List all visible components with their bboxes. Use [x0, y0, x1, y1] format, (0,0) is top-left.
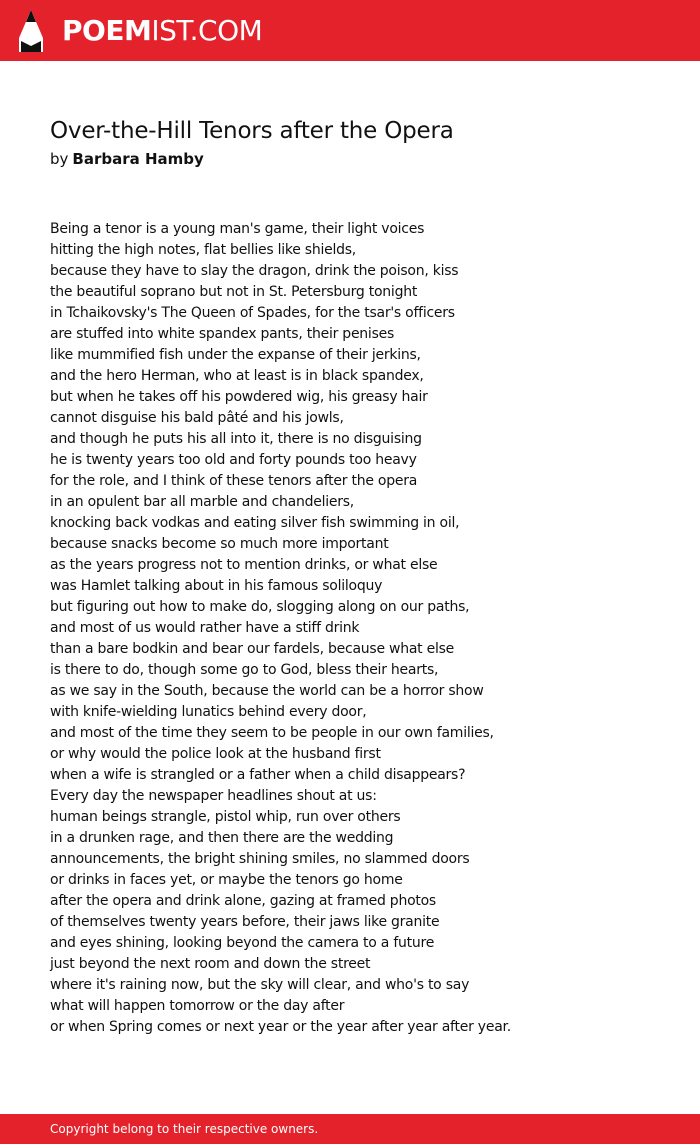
poem-line: of themselves twenty years before, their jaws like granite: [50, 914, 440, 930]
poem-line: in Tchaikovsky's The Queen of Spades, for the tsar's officers: [50, 305, 455, 321]
poem-author[interactable]: Barbara Hamby: [72, 150, 204, 168]
poem-line: as the years progress not to mention drinks, or what else: [50, 557, 438, 573]
poem-line: like mummified fish under the expanse of their jerkins,: [50, 347, 421, 363]
by-label: by: [50, 150, 69, 168]
site-footer: [0, 1114, 700, 1144]
brand-bold: POEM: [62, 14, 152, 47]
poem-line: and though he puts his all into it, there is no disguising: [50, 431, 422, 447]
poem-line: the beautiful soprano but not in St. Petersburg tonight: [50, 284, 418, 300]
poem-line: and the hero Herman, who at least is in black spandex,: [50, 368, 424, 384]
poem-line: knocking back vodkas and eating silver fish swimming in oil,: [50, 515, 460, 531]
poem-line: is there to do, though some go to God, bless their hearts,: [50, 662, 439, 678]
poem-line: and eyes shining, looking beyond the camera to a future: [50, 935, 435, 951]
site-logo[interactable]: [18, 9, 262, 53]
poem-line: cannot disguise his bald pâté and his jowls,: [50, 410, 344, 426]
poem-line: as we say in the South, because the world can be a horror show: [50, 683, 484, 699]
poem-line: than a bare bodkin and bear our fardels, because what else: [50, 641, 455, 657]
poem-line: with knife-wielding lunatics behind every door,: [50, 704, 367, 720]
poem-line: where it's raining now, but the sky will clear, and who's to say: [50, 977, 470, 993]
poem-line: Being a tenor is a young man's game, their light voices: [50, 221, 425, 237]
poem-line: after the opera and drink alone, gazing at framed photos: [50, 893, 436, 909]
poem-line: or why would the police look at the husband first: [50, 746, 381, 762]
poem-line: just beyond the next room and down the street: [50, 956, 371, 972]
poem-line: human beings strangle, pistol whip, run over others: [50, 809, 401, 825]
site-header: [0, 0, 700, 61]
poem-line: and most of the time they seem to be people in our own families,: [50, 725, 494, 741]
poem-line: and most of us would rather have a stiff drink: [50, 620, 360, 636]
poem-line: what will happen tomorrow or the day after: [50, 998, 345, 1014]
poem-line: because they have to slay the dragon, drink the poison, kiss: [50, 263, 459, 279]
poem-line: or drinks in faces yet, or maybe the tenors go home: [50, 872, 403, 888]
site-brand: [62, 16, 262, 46]
poem-line: in a drunken rage, and then there are the wedding: [50, 830, 394, 846]
poem-line: he is twenty years too old and forty pounds too heavy: [50, 452, 417, 468]
poem-line: but when he takes off his powdered wig, his greasy hair: [50, 389, 428, 405]
poem-line: hitting the high notes, flat bellies like shields,: [50, 242, 356, 258]
poem-line: or when Spring comes or next year or the year after year after year.: [50, 1019, 511, 1035]
poem-line: when a wife is strangled or a father when a child disappears?: [50, 767, 466, 783]
poem-body: [50, 219, 690, 1038]
poem-line: Every day the newspaper headlines shout at us:: [50, 788, 377, 804]
poem-line: in an opulent bar all marble and chandeliers,: [50, 494, 355, 510]
poem-line: but figuring out how to make do, slogging along on our paths,: [50, 599, 470, 615]
pencil-tip-icon: [18, 10, 44, 52]
poem-byline: [50, 148, 204, 170]
poem-line: are stuffed into white spandex pants, their penises: [50, 326, 395, 342]
poem-line: because snacks become so much more important: [50, 536, 389, 552]
poem-title: Over-the-Hill Tenors after the Opera: [50, 118, 454, 144]
poem-line: for the role, and I think of these tenors after the opera: [50, 473, 418, 489]
poem-line: was Hamlet talking about in his famous soliloquy: [50, 578, 383, 594]
poem-line: announcements, the bright shining smiles, no slammed doors: [50, 851, 470, 867]
brand-light: IST.COM: [151, 14, 263, 47]
footer-copyright: Copyright belong to their respective owners.: [50, 1122, 319, 1136]
